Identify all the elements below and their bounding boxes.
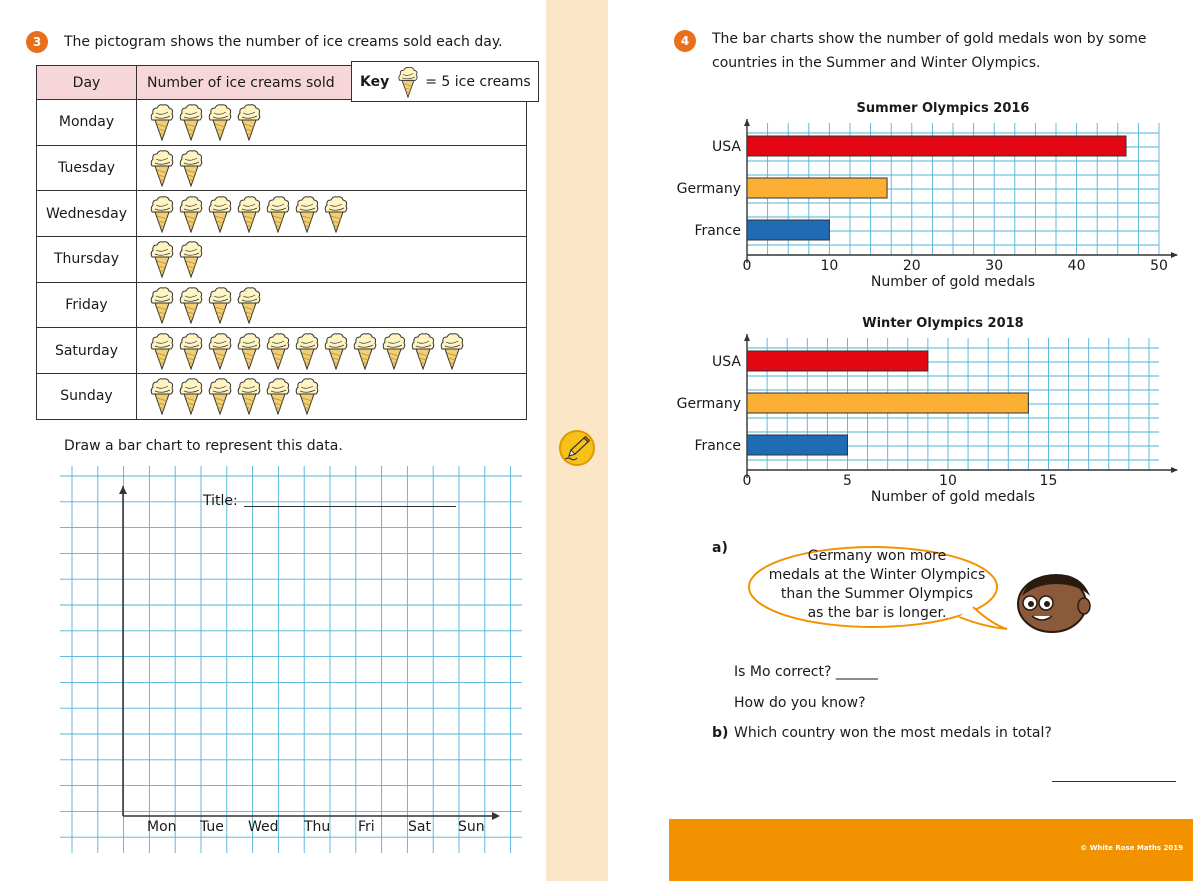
ice-cream-icon (410, 332, 436, 370)
tick-label: 50 (1150, 258, 1168, 274)
tick-label: 10 (820, 258, 839, 274)
table-row (37, 145, 527, 191)
ice-cream-icon (265, 377, 291, 415)
pictogram-table (36, 65, 527, 420)
bar-france (747, 220, 829, 240)
question-prompt: The pictogram shows the number of ice creams sold each day. (64, 34, 503, 50)
grid-x-label: Thu (304, 819, 331, 835)
speech-line: Germany won more (807, 548, 947, 564)
table-row (37, 374, 527, 420)
ice-cream-icon (149, 195, 175, 233)
ice-cream-icon (265, 195, 291, 233)
ice-cream-icons-cell (137, 100, 527, 146)
mo-character-avatar (1012, 570, 1096, 634)
question-number-badge: 3 (26, 31, 48, 53)
category-label: Germany (676, 396, 741, 412)
day-cell: Tuesday (37, 145, 137, 191)
grid-x-label: Mon (147, 819, 177, 835)
ice-cream-icon (236, 332, 262, 370)
ice-cream-icon (149, 286, 175, 324)
ice-cream-icons-cell (137, 374, 527, 420)
tick-label: 20 (902, 258, 921, 274)
table-row (37, 100, 527, 146)
ice-cream-icon (207, 195, 233, 233)
ice-cream-icon (178, 149, 204, 187)
speech-line: than the Summer Olympics (780, 586, 974, 602)
ice-cream-icons-cell (137, 145, 527, 191)
category-label: Germany (676, 181, 741, 197)
grid-x-label: Sat (408, 819, 431, 835)
question-number-badge: 4 (674, 30, 696, 52)
ice-cream-icon (178, 377, 204, 415)
ice-cream-icon (149, 103, 175, 141)
speech-line: medals at the Winter Olympics (768, 567, 986, 583)
category-label: USA (712, 139, 741, 155)
drawing-grid[interactable] (60, 466, 522, 853)
how-do-you-know: How do you know? (734, 695, 866, 711)
ice-cream-icons-cell (137, 237, 527, 283)
day-cell: Saturday (37, 328, 137, 374)
table-row (37, 328, 527, 374)
ice-cream-icon (294, 195, 320, 233)
ice-cream-icon (207, 103, 233, 141)
bar-germany (747, 393, 1028, 413)
ice-cream-icon (236, 103, 262, 141)
category-label: USA (712, 354, 741, 370)
ice-cream-icon (323, 195, 349, 233)
grid-x-label: Sun (458, 819, 485, 835)
ice-cream-icon (207, 286, 233, 324)
ice-cream-icon (178, 103, 204, 141)
summer-olympics-chart (660, 95, 1185, 300)
part-b-question: Which country won the most medals in total? (734, 725, 1052, 741)
tick-label: 5 (843, 473, 852, 489)
category-label: France (694, 438, 741, 454)
grid-x-label: Wed (248, 819, 279, 835)
tick-label: 30 (985, 258, 1004, 274)
y-axis-arrow (744, 334, 750, 341)
bar-france (747, 435, 847, 455)
ice-cream-icon (381, 332, 407, 370)
ice-cream-icon (178, 332, 204, 370)
ice-cream-icons-cell (137, 328, 527, 374)
table-header-day: Day (37, 66, 137, 100)
bar-usa (747, 351, 928, 371)
x-axis-arrow (1171, 467, 1178, 473)
ice-cream-icon (149, 240, 175, 278)
key-value: = 5 ice creams (425, 73, 531, 90)
chart-title: Summer Olympics 2016 (856, 101, 1030, 116)
grid-x-labels (0, 819, 546, 839)
ice-cream-icon (207, 332, 233, 370)
x-axis-label: Number of gold medals (870, 274, 1036, 290)
part-a-label: a) (712, 540, 728, 556)
ice-cream-icon (236, 195, 262, 233)
ice-cream-icon (236, 286, 262, 324)
table-header-count: Number of ice creams sold (137, 66, 527, 100)
ice-cream-icons-cell (137, 282, 527, 328)
ice-cream-icon (207, 377, 233, 415)
x-axis-label: Number of gold medals (870, 489, 1036, 505)
table-row (37, 191, 527, 237)
tick-label: 15 (1039, 473, 1058, 489)
day-cell: Monday (37, 100, 137, 146)
ice-cream-icon (294, 377, 320, 415)
copyright-text: © White Rose Maths 2019 (1080, 844, 1183, 852)
ice-cream-icon (178, 286, 204, 324)
ice-cream-icon (149, 149, 175, 187)
winter-olympics-chart (660, 310, 1185, 515)
bar-chart-instruction: Draw a bar chart to represent this data. (64, 438, 343, 454)
ice-cream-icon (149, 377, 175, 415)
ice-cream-icon (352, 332, 378, 370)
table-row (37, 282, 527, 328)
tick-label: 10 (939, 473, 957, 489)
part-b-label: b) (712, 725, 729, 741)
tick-label: 0 (742, 473, 752, 489)
grid-title-label: Title: (203, 493, 238, 509)
key-label: Key (360, 73, 390, 90)
chart-title: Winter Olympics 2018 (862, 316, 1024, 331)
ice-cream-icons-cell (137, 191, 527, 237)
pictogram-key (351, 61, 539, 102)
ice-cream-icon (294, 332, 320, 370)
speech-text (757, 547, 997, 623)
day-cell: Thursday (37, 237, 137, 283)
tick-label: 0 (742, 258, 752, 274)
tick-label: 40 (1067, 258, 1086, 274)
grid-x-label: Fri (358, 819, 375, 835)
ice-cream-icon (323, 332, 349, 370)
answer-line[interactable] (1052, 781, 1176, 782)
is-correct-question[interactable]: Is Mo correct? ______ (734, 664, 878, 680)
speech-line: as the bar is longer. (807, 605, 947, 621)
grid-title-line[interactable] (244, 506, 456, 507)
ice-cream-icon (397, 65, 419, 99)
bar-usa (747, 136, 1126, 156)
x-axis-arrow (1171, 252, 1178, 258)
day-cell: Friday (37, 282, 137, 328)
grid-x-label: Tue (200, 819, 224, 835)
pencil-icon (559, 430, 595, 466)
ice-cream-icon (236, 377, 262, 415)
y-axis-arrow (744, 119, 750, 126)
day-cell: Sunday (37, 374, 137, 420)
ice-cream-icon (265, 332, 291, 370)
question-prompt-line2: countries in the Summer and Winter Olympics. (712, 55, 1041, 71)
category-label: France (694, 223, 741, 239)
day-cell: Wednesday (37, 191, 137, 237)
ice-cream-icon (439, 332, 465, 370)
table-row (37, 237, 527, 283)
question-prompt-line1: The bar charts show the number of gold medals won by some (712, 31, 1147, 47)
bar-germany (747, 178, 887, 198)
ice-cream-icon (178, 195, 204, 233)
ice-cream-icon (149, 332, 175, 370)
ice-cream-icon (178, 240, 204, 278)
